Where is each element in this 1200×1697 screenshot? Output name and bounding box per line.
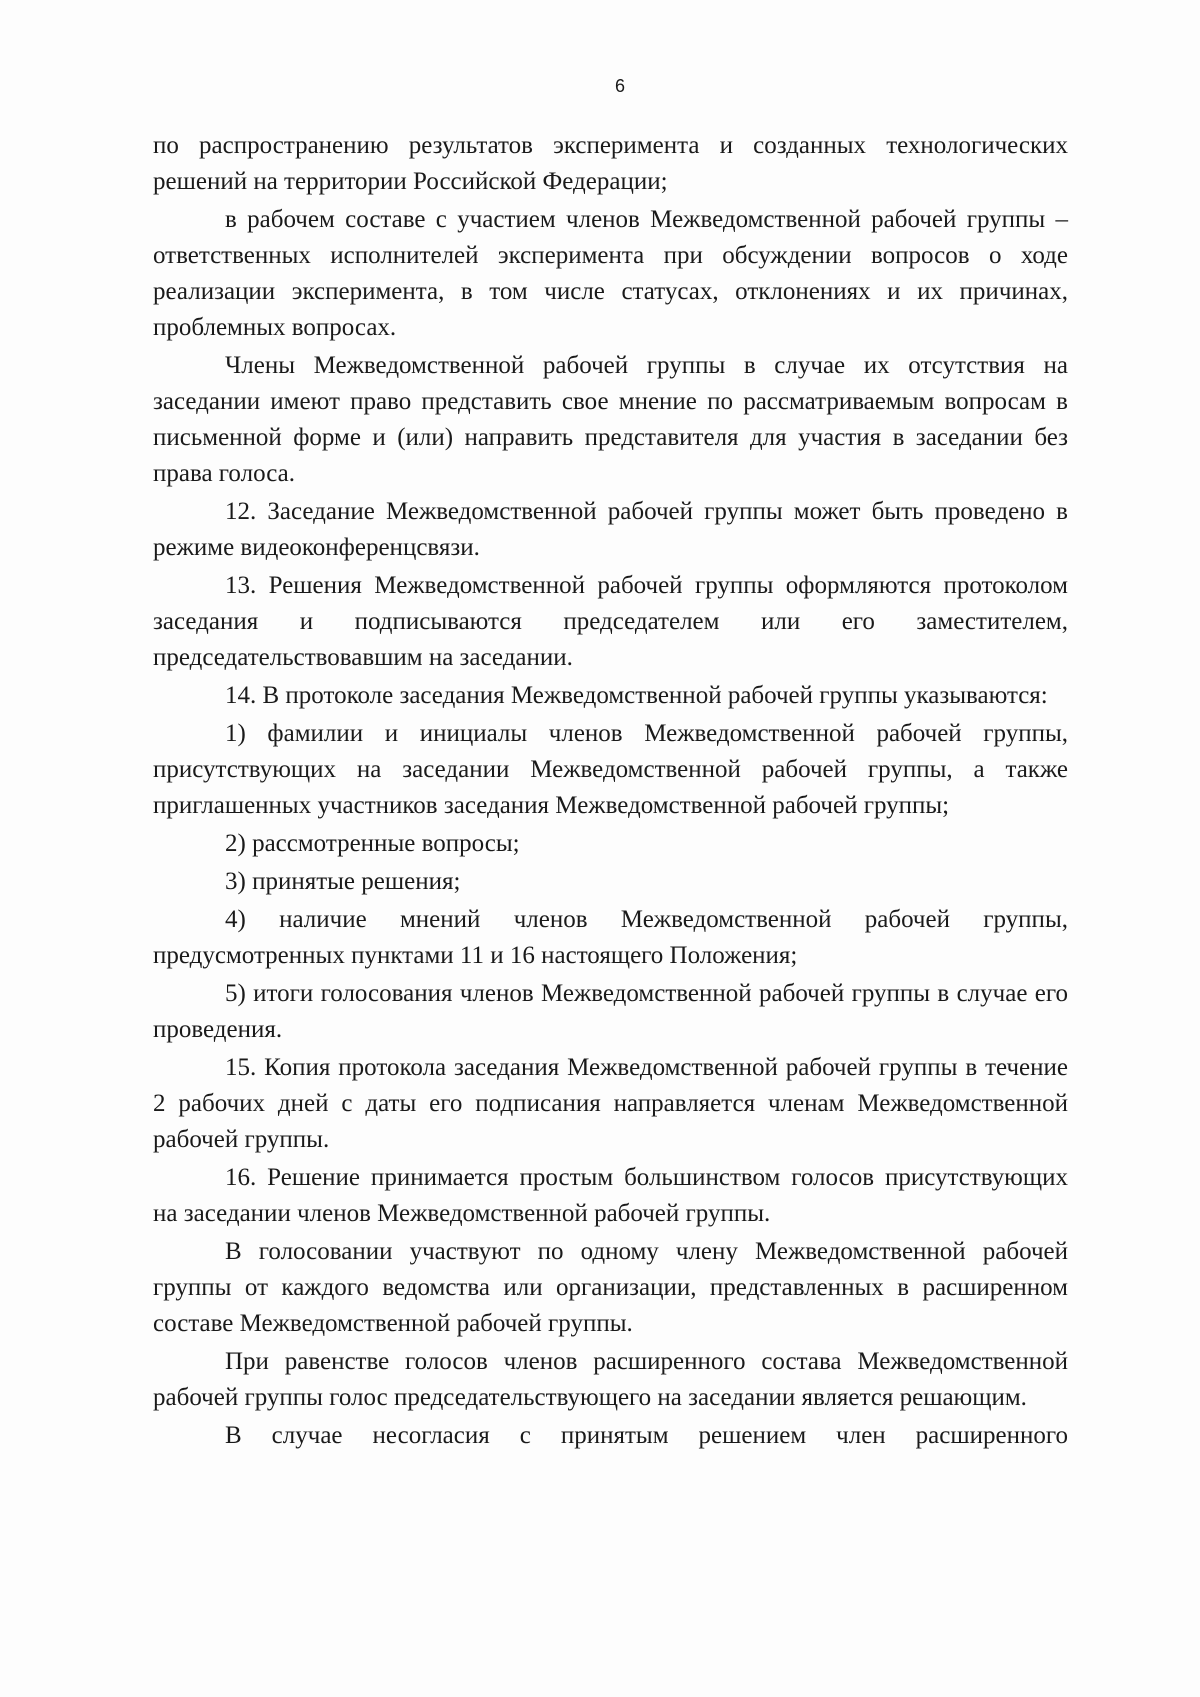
paragraph-item-14: 14. В протоколе заседания Межведомственной рабочей группы указываются: (225, 682, 1048, 709)
paragraph-item-16: 16. Решение принимается простым большинством голосов присутствующих на заседании членов Межведомственной рабочей группы. (153, 1164, 1068, 1227)
page-number: 6 (614, 76, 625, 96)
document-body (153, 128, 1068, 1454)
paragraph-working-composition: в рабочем составе с участием членов Межведомственной рабочей группы – ответственных исполнителей эксперимента при обсуждении вопросов о ходе реализации эксперимента, в том числе статусах, отклонениях и их причинах, проблемных вопросах. (153, 206, 1068, 341)
paragraph-tie-vote: При равенстве голосов членов расширенного состава Межведомственной рабочей группы голос председательствующего на заседании является решающим. (153, 1348, 1068, 1411)
paragraph-members-absence: Члены Межведомственной рабочей группы в случае их отсутствия на заседании имеют право представить свое мнение по рассматриваемым вопросам в письменной форме и (или) направить представителя для участия в заседании без права голоса. (153, 352, 1068, 487)
paragraph-continuation: по распространению результатов эксперимента и созданных технологических решений на территории Российской Федерации; (153, 132, 1068, 195)
paragraph-disagreement: В случае несогласия с принятым решением член расширенного (225, 1422, 1068, 1449)
paragraph-item-12: 12. Заседание Межведомственной рабочей группы может быть проведено в режиме видеоконференцсвязи. (153, 498, 1068, 561)
list-item-2: 2) рассмотренные вопросы; (225, 830, 520, 857)
list-item-5: 5) итоги голосования членов Межведомственной рабочей группы в случае его проведения. (153, 980, 1068, 1043)
paragraph-item-15: 15. Копия протокола заседания Межведомственной рабочей группы в течение 2 рабочих дней с даты его подписания направляется членам Межведомственной рабочей группы. (153, 1054, 1068, 1153)
paragraph-item-13: 13. Решения Межведомственной рабочей группы оформляются протоколом заседания и подписываются председателем или его заместителем, председательствовавшим на заседании. (153, 572, 1068, 671)
list-item-4: 4) наличие мнений членов Межведомственной рабочей группы, предусмотренных пунктами 11 и 16 настоящего Положения; (153, 906, 1068, 969)
list-item-3: 3) принятые решения; (225, 868, 461, 895)
paragraph-voting: В голосовании участвуют по одному члену Межведомственной рабочей группы от каждого ведомства или организации, представленных в расширенном составе Межведомственной рабочей группы. (153, 1238, 1068, 1337)
list-item-1: 1) фамилии и инициалы членов Межведомственной рабочей группы, присутствующих на заседании Межведомственной рабочей группы, а также приглашенных участников заседания Межведомственной рабочей группы; (153, 720, 1068, 819)
